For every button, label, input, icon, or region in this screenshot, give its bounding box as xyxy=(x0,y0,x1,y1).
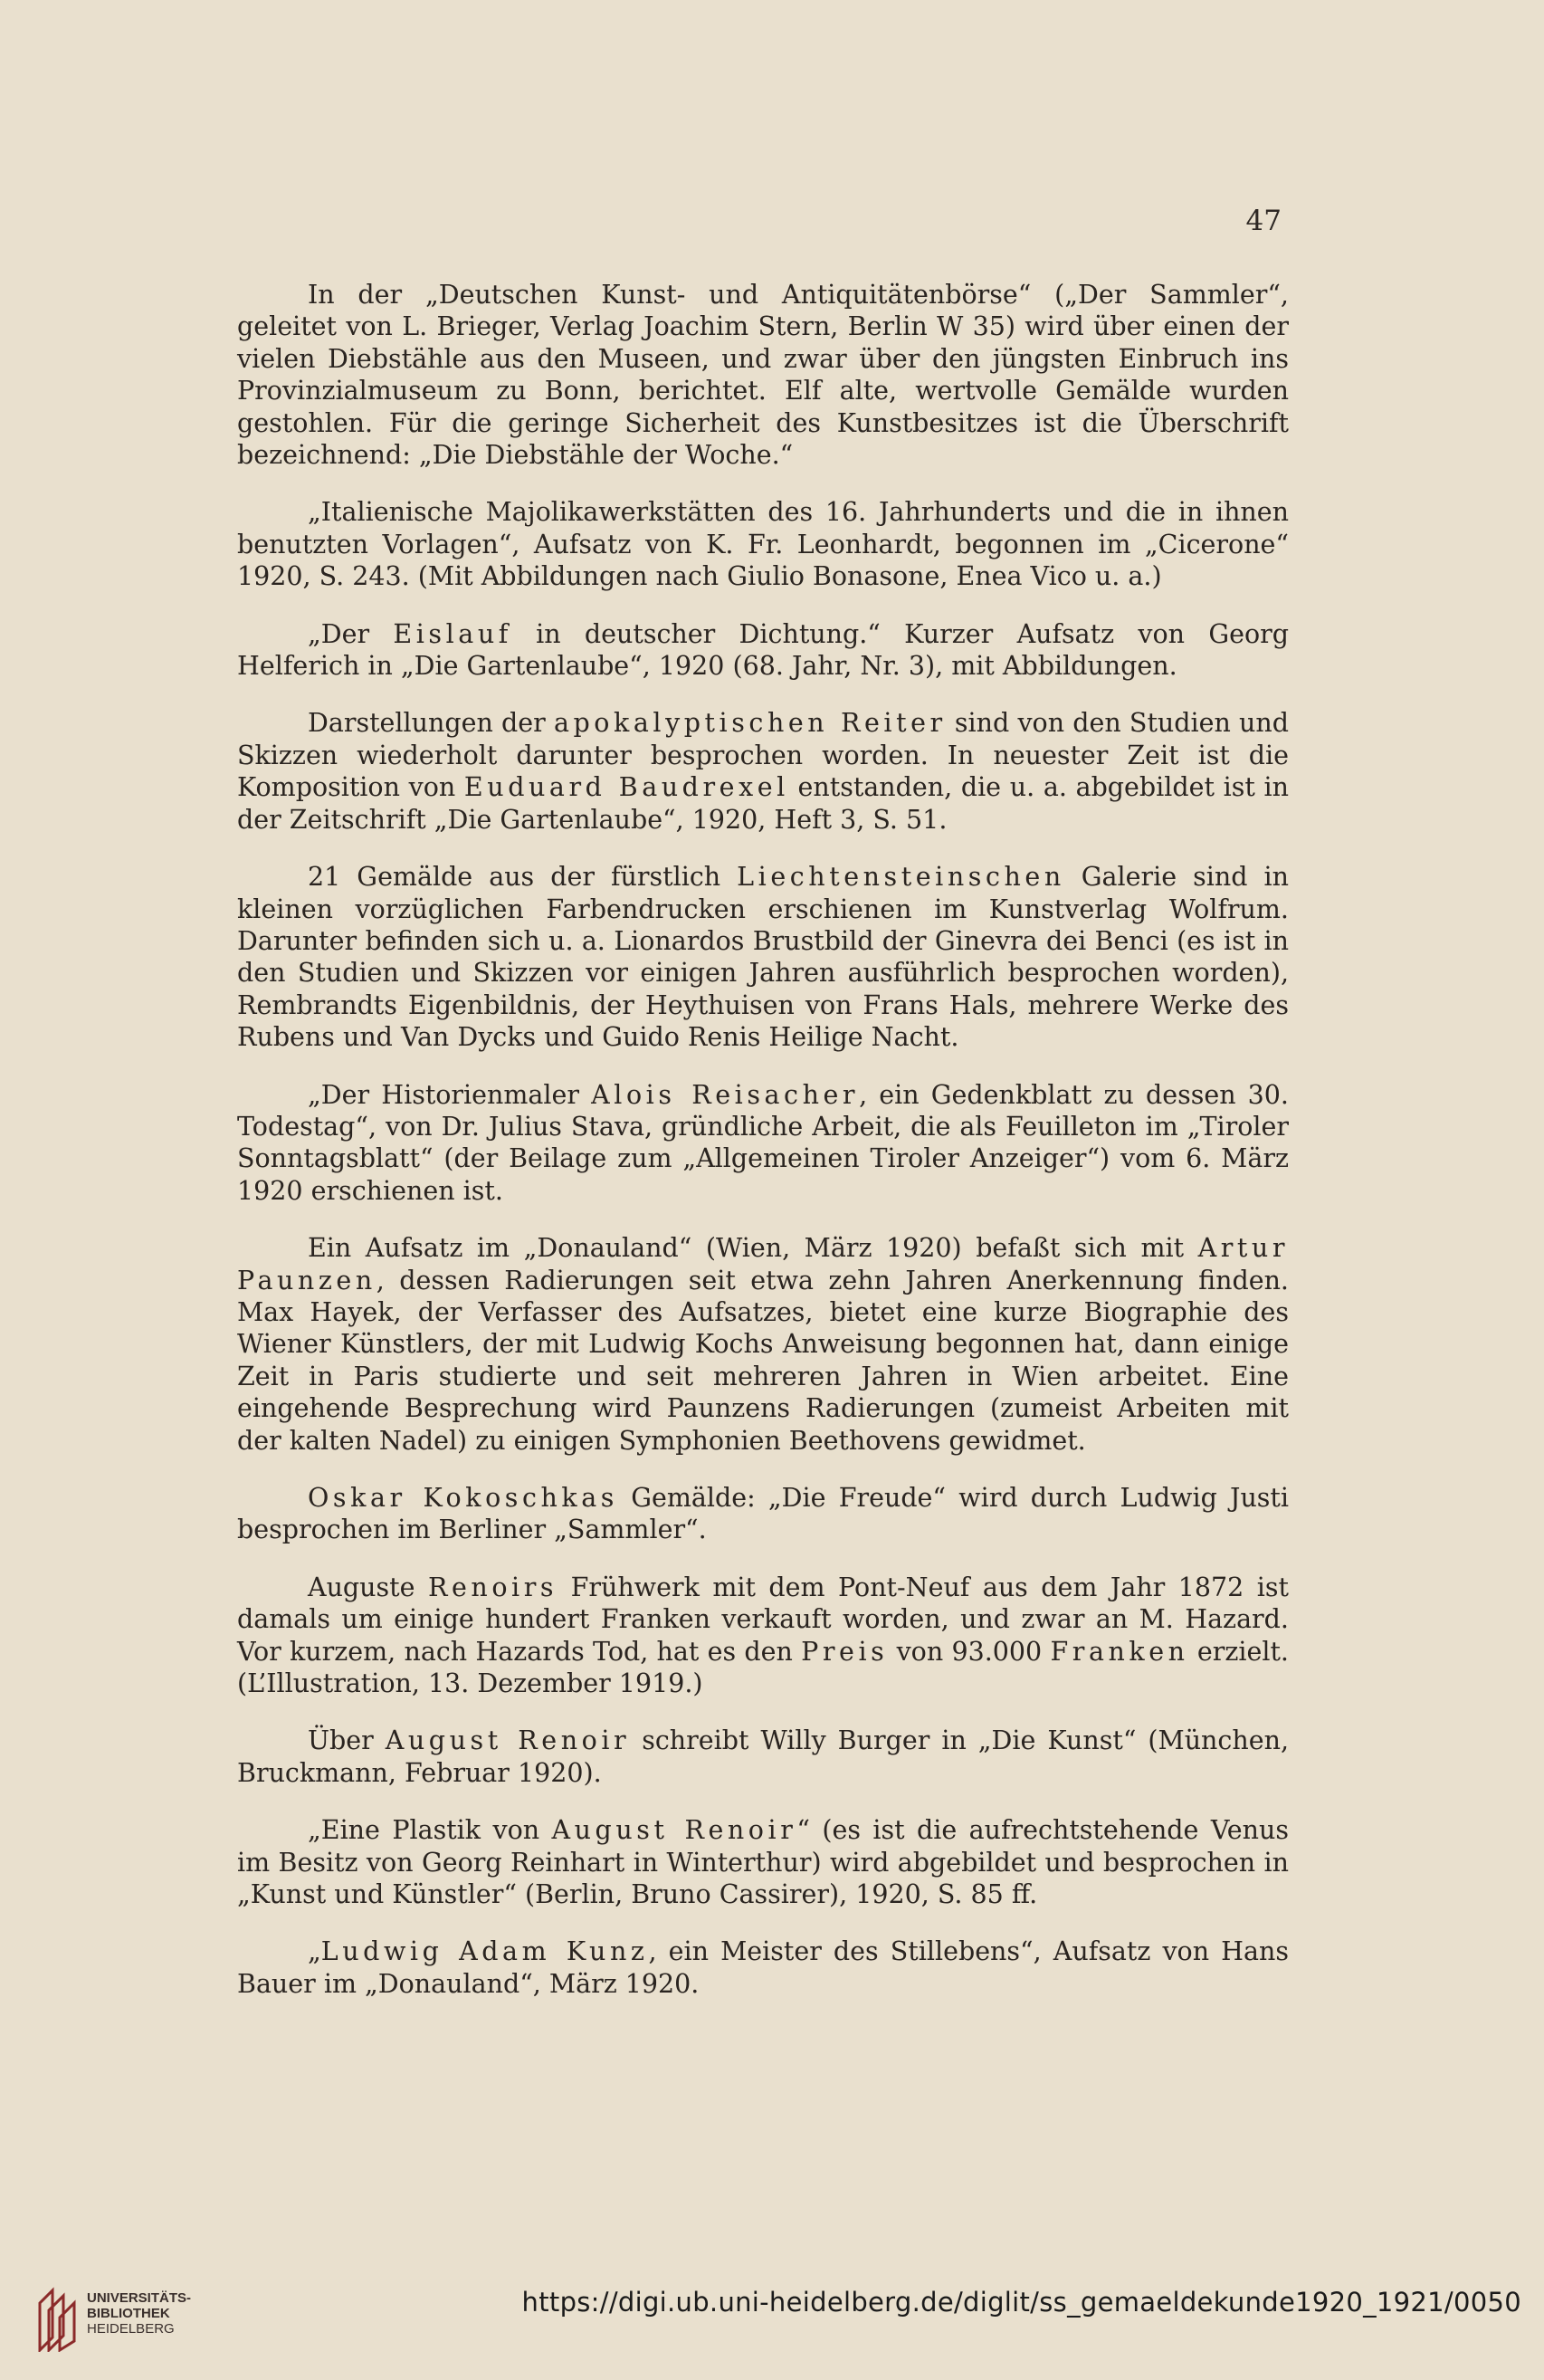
spaced-emphasis: apokalyptischen Reiter xyxy=(553,708,947,739)
paragraph xyxy=(237,1936,1289,2000)
library-logo-text xyxy=(87,2290,191,2337)
paragraph xyxy=(237,1572,1289,1700)
spaced-emphasis: Euduard Baudrexel xyxy=(463,772,789,803)
text-run: Über xyxy=(308,1725,386,1756)
text-run: , ein Meister des Stillebens“, Aufsatz von Hans Bauer im „Donauland“, März 1920. xyxy=(237,1936,1290,1999)
library-logo-icon xyxy=(36,2283,78,2352)
text-run: „ xyxy=(308,1936,321,1967)
spaced-emphasis: Renoirs xyxy=(427,1572,558,1602)
spaced-emphasis: Ludwig Adam Kunz xyxy=(320,1936,649,1967)
text-run: entstanden, die u. a. abgebildet ist in der Zeitschrift „Die Gartenlaube“, 1920, Heft 3, S. 51. xyxy=(237,772,1289,835)
text-run: „Eine Plastik von xyxy=(308,1815,552,1846)
spaced-emphasis: August Renoir xyxy=(551,1815,797,1846)
paragraph xyxy=(237,1232,1289,1457)
spaced-emphasis: Liechtensteinschen xyxy=(737,862,1065,893)
text-run: 21 Gemälde aus der fürstlich xyxy=(308,862,738,893)
paragraph xyxy=(237,707,1289,836)
spaced-emphasis: Preis xyxy=(801,1636,889,1667)
text-run: erzielt. (L’Illustration, 13. Dezember 1919.) xyxy=(237,1636,1289,1699)
paragraph xyxy=(237,496,1289,592)
text-run: „Italienische Majolikawerkstätten des 16. Jahrhunderts und die in ihnen benutzten Vorlagen“, Aufsatz von K. Fr. Leonhardt, begonnen im „Cicerone“ 1920, S. 243. (Mit Abbildungen nach Giulio Bonasone, Enea Vico u. a.) xyxy=(237,497,1289,592)
paragraph xyxy=(237,1079,1289,1208)
text-run: , dessen Radierungen seit etwa zehn Jahren Anerkennung finden. Max Hayek, der Verfasser des Aufsatzes, bietet eine kurze Biographie des Wiener Künstlers, der mit Ludwig Kochs Anweisung begonnen hat, dann einige Zeit in Paris studierte und seit mehreren Jahren in Wien arbeitet. Eine eingehende Besprechung wird Paunzens Radierungen (zumeist Arbeiten mit der kalten Nadel) zu einigen Symphonien Beethovens gewidmet. xyxy=(237,1265,1289,1456)
paragraph xyxy=(237,1482,1289,1546)
page-number: 47 xyxy=(1245,205,1282,237)
logo-line-3: HEIDELBERG xyxy=(87,2321,175,2337)
spaced-emphasis: Oskar Kokoschkas xyxy=(308,1483,618,1513)
paragraph xyxy=(237,279,1289,471)
spaced-emphasis: August Renoir xyxy=(385,1725,631,1756)
text-run: „Der xyxy=(308,618,394,649)
spaced-emphasis: Alois Reisacher xyxy=(591,1079,860,1110)
text-run: Darstellungen der xyxy=(308,708,554,739)
article-body xyxy=(237,279,1289,2025)
text-run: “ (es ist die aufrechtstehende Venus im Besitz von Georg Reinhart in Winterthur) wird abgebildet und besprochen in „Kunst und Künstler“ (Berlin, Bruno Cassirer), 1920, S. 85 ff. xyxy=(237,1815,1289,1910)
paragraph xyxy=(237,1725,1289,1789)
spaced-emphasis: Franken xyxy=(1050,1636,1189,1667)
text-run: In der „Deutschen Kunst- und Antiquitätenbörse“ („Der Sammler“, geleitet von L. Brieger, Verlag Joachim Stern, Berlin W 35) wird über einen der vielen Diebstähle aus den Museen, und zwar über den jüngsten Einbruch ins Provinzialmuseum zu Bonn, berichtet. Elf alte, wertvolle Gemälde wurden gestohlen. Für die geringe Sicherheit des Kunstbesitzes ist die Überschrift bezeichnend: „Die Diebstähle der Woche.“ xyxy=(237,280,1289,471)
text-run: Auguste xyxy=(308,1572,428,1602)
text-run: sind von den Studien und Skizzen wiederholt darunter besprochen worden. In neuester Zeit ist die Komposition von xyxy=(237,708,1289,803)
logo-line-1: UNIVERSITÄTS- xyxy=(87,2290,192,2306)
text-run: schreibt Willy Burger in „Die Kunst“ (München, Bruckmann, Februar 1920). xyxy=(237,1725,1289,1788)
text-run: „Der Historienmaler xyxy=(308,1079,592,1110)
spaced-emphasis: Artur Paunzen xyxy=(237,1233,1289,1295)
spaced-emphasis: Eislauf xyxy=(393,618,512,649)
source-url[interactable]: https://digi.ub.uni-heidelberg.de/diglit/ss_gemaeldekunde1920_1921/0050 xyxy=(521,2287,1521,2318)
text-run: von 93.000 xyxy=(888,1636,1051,1667)
text-run: Galerie sind in kleinen vorzüglichen Farbendrucken erschienen im Kunstverlag Wolfrum. Darunter befinden sich u. a. Lionardos Brustbild der Ginevra dei Benci (es ist in den Studien und Skizzen vor einigen Jahren ausführlich besprochen worden), Rembrandts Eigenbildnis, der Heythuisen von Frans Hals, mehrere Werke des Rubens und Van Dycks und Guido Renis Heilige Nacht. xyxy=(237,862,1289,1053)
logo-line-2: BIBLIOTHEK xyxy=(87,2306,170,2321)
paragraph xyxy=(237,618,1289,683)
footer xyxy=(0,2267,1544,2380)
text-run: in deutscher Dichtung.“ Kurzer Aufsatz von Georg Helferich in „Die Gartenlaube“, 1920 (68. Jahr, Nr. 3), mit Abbildungen. xyxy=(237,618,1289,682)
text-run: Gemälde: „Die Freude“ wird durch Ludwig Justi besprochen im Berliner „Sammler“. xyxy=(237,1483,1289,1545)
text-run: , ein Gedenkblatt zu dessen 30. Todestag“, von Dr. Julius Stava, gründliche Arbeit, die als Feuilleton im „Tiroler Sonntagsblatt“ (der Beilage zum „Allgemeinen Tiroler Anzeiger“) vom 6. März 1920 erschienen ist. xyxy=(237,1079,1289,1206)
text-run: Ein Aufsatz im „Donauland“ (Wien, März 1920) befaßt sich mit xyxy=(308,1233,1198,1264)
paragraph xyxy=(237,861,1289,1053)
paragraph xyxy=(237,1814,1289,1910)
text-run: Frühwerk mit dem Pont-Neuf aus dem Jahr 1872 ist damals um einige hundert Franken verkauft worden, und zwar an M. Hazard. Vor kurzem, nach Hazards Tod, hat es den xyxy=(237,1572,1289,1667)
